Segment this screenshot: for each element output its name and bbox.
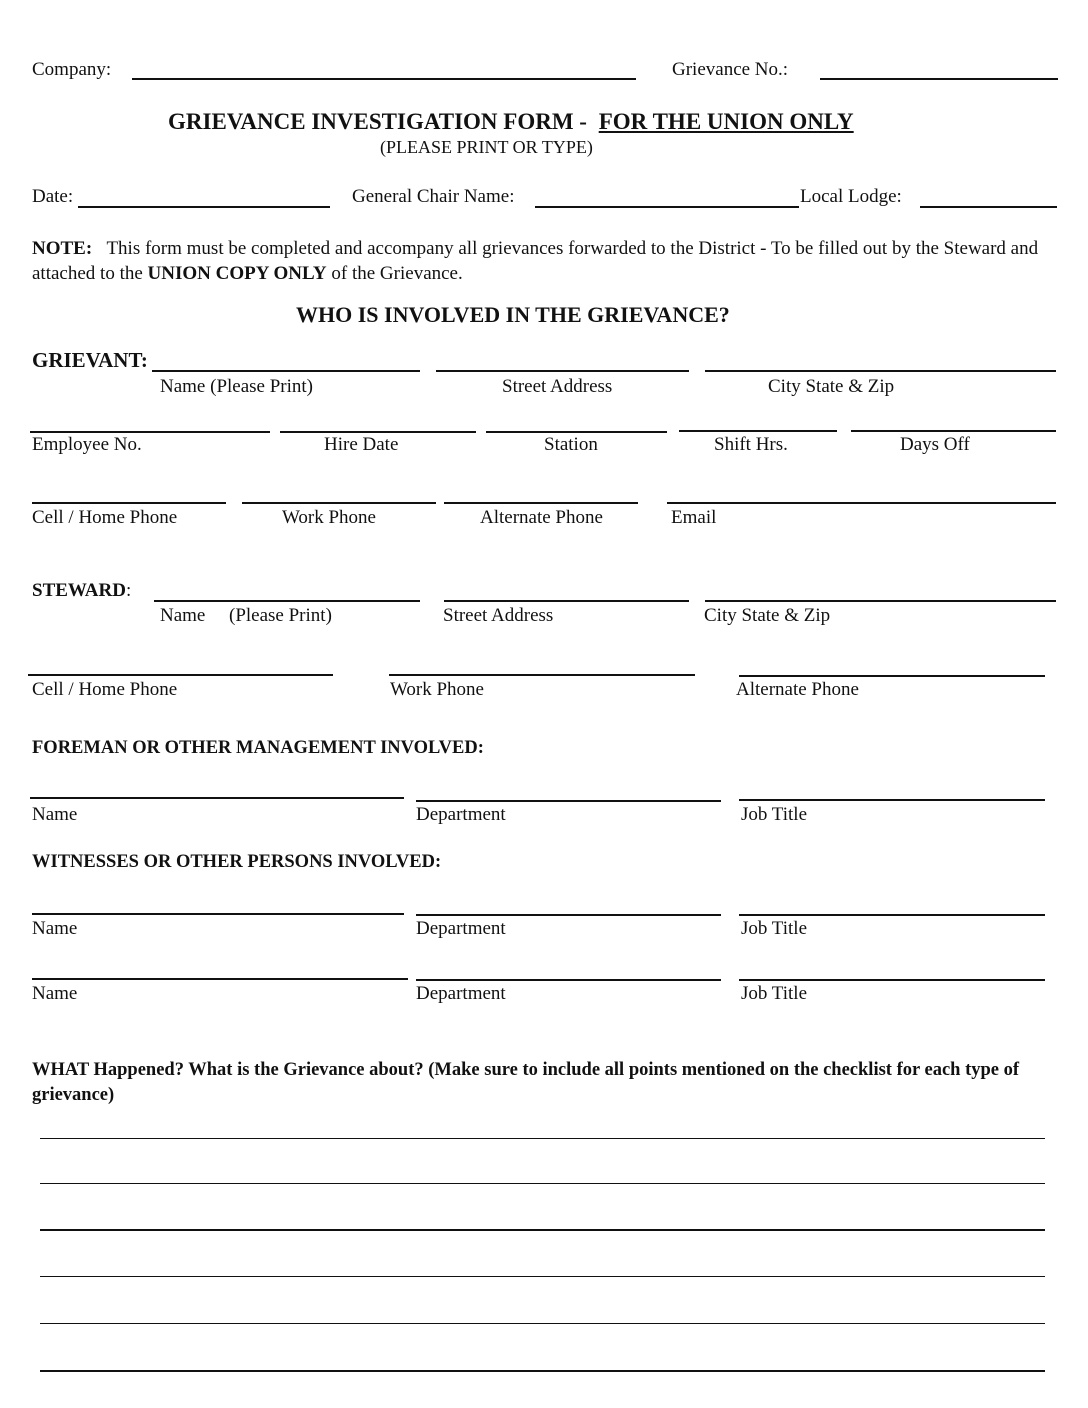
who-heading: WHO IS INVOLVED IN THE GRIEVANCE? xyxy=(296,302,730,327)
days-off-caption: Days Off xyxy=(900,434,970,455)
witness2-department-caption: Department xyxy=(416,983,506,1004)
steward-city-caption: City State & Zip xyxy=(704,605,831,626)
steward-city-field[interactable] xyxy=(705,600,1056,602)
hire-date-caption: Hire Date xyxy=(324,434,399,455)
witness2-name-caption: Name xyxy=(32,983,78,1004)
steward-name-field[interactable] xyxy=(154,600,420,602)
description-line[interactable] xyxy=(40,1323,1045,1324)
steward-name-caption: Name xyxy=(160,605,206,626)
station-field[interactable] xyxy=(486,431,667,433)
note-text: This form must be completed and accompany all grievances forwarded to the District - To be filled out by the Steward and attached to the xyxy=(32,238,1039,284)
note-emphasis: UNION COPY ONLY xyxy=(147,263,327,284)
steward-street-field[interactable] xyxy=(444,600,689,602)
management-name-caption: Name xyxy=(32,804,78,825)
witness2-job-title-field[interactable] xyxy=(739,979,1045,981)
shift-hrs-field[interactable] xyxy=(679,430,837,432)
grievant-city-caption: City State & Zip xyxy=(768,376,895,397)
steward-alt-phone-caption: Alternate Phone xyxy=(736,679,859,700)
form-title-union-only: FOR THE UNION ONLY xyxy=(598,109,854,134)
witness2-department-field[interactable] xyxy=(416,979,721,981)
general-chair-label: General Chair Name: xyxy=(352,186,515,207)
hire-date-field[interactable] xyxy=(280,431,476,433)
steward-street-caption: Street Address xyxy=(443,605,554,626)
what-happened-prompt: WHAT Happened? What is the Grievance about? (Make sure to include all points mentioned on the checklist for each type of grievance) xyxy=(32,1060,1020,1105)
witnesses-heading: WITNESSES OR OTHER PERSONS INVOLVED: xyxy=(32,852,442,872)
local-lodge-label: Local Lodge: xyxy=(800,186,902,207)
management-department-caption: Department xyxy=(416,804,506,825)
steward-label: STEWARD: xyxy=(32,580,132,601)
steward-print-caption: (Please Print) xyxy=(229,605,332,626)
form-title-main: GRIEVANCE INVESTIGATION FORM - xyxy=(168,109,587,134)
witness1-name-caption: Name xyxy=(32,918,78,939)
witness1-department-field[interactable] xyxy=(416,914,721,916)
grievant-alt-phone-field[interactable] xyxy=(444,502,638,504)
grievant-email-caption: Email xyxy=(671,507,717,528)
steward-work-phone-field[interactable] xyxy=(389,674,695,676)
grievance-no-field[interactable] xyxy=(820,78,1058,80)
note-paragraph xyxy=(32,236,1056,286)
management-job-title-caption: Job Title xyxy=(741,804,808,825)
steward-alt-phone-field[interactable] xyxy=(739,675,1045,677)
general-chair-field[interactable] xyxy=(535,206,799,208)
employee-no-caption: Employee No. xyxy=(32,434,142,455)
management-name-field[interactable] xyxy=(30,797,404,799)
witness2-name-field[interactable] xyxy=(32,978,408,980)
witness1-job-title-caption: Job Title xyxy=(741,918,808,939)
grievance-no-label: Grievance No.: xyxy=(672,59,789,80)
witness2-job-title-caption: Job Title xyxy=(741,983,808,1004)
note-text-end: of the Grievance. xyxy=(331,263,463,284)
description-line[interactable] xyxy=(40,1229,1045,1231)
witness1-job-title-field[interactable] xyxy=(739,914,1045,916)
steward-cell-caption: Cell / Home Phone xyxy=(32,679,178,700)
date-field[interactable] xyxy=(78,206,330,208)
description-line[interactable] xyxy=(40,1138,1045,1139)
grievant-work-phone-field[interactable] xyxy=(242,502,436,504)
description-line[interactable] xyxy=(40,1370,1045,1372)
form-title xyxy=(168,110,854,133)
station-caption: Station xyxy=(544,434,598,455)
description-line[interactable] xyxy=(40,1276,1045,1277)
grievant-street-field[interactable] xyxy=(436,370,689,372)
management-department-field[interactable] xyxy=(416,800,721,802)
witness1-department-caption: Department xyxy=(416,918,506,939)
company-label: Company: xyxy=(32,59,112,80)
employee-no-field[interactable] xyxy=(30,431,270,433)
grievant-email-field[interactable] xyxy=(667,502,1056,504)
grievant-label: GRIEVANT: xyxy=(32,348,148,372)
grievant-name-field[interactable] xyxy=(152,370,420,372)
grievant-name-caption: Name (Please Print) xyxy=(160,376,314,397)
grievant-cell-field[interactable] xyxy=(32,502,226,504)
steward-cell-field[interactable] xyxy=(28,674,333,676)
note-label: NOTE: xyxy=(32,238,93,259)
grievant-street-caption: Street Address xyxy=(502,376,613,397)
management-heading: FOREMAN OR OTHER MANAGEMENT INVOLVED: xyxy=(32,738,484,758)
grievant-cell-caption: Cell / Home Phone xyxy=(32,507,178,528)
local-lodge-field[interactable] xyxy=(920,206,1057,208)
shift-hrs-caption: Shift Hrs. xyxy=(714,434,788,455)
days-off-field[interactable] xyxy=(851,430,1056,432)
grievant-city-field[interactable] xyxy=(705,370,1056,372)
steward-work-phone-caption: Work Phone xyxy=(390,679,484,700)
witness1-name-field[interactable] xyxy=(32,913,404,915)
grievant-work-phone-caption: Work Phone xyxy=(282,507,376,528)
date-label: Date: xyxy=(32,186,74,207)
management-job-title-field[interactable] xyxy=(739,799,1045,801)
form-subtitle: (PLEASE PRINT OR TYPE) xyxy=(380,137,593,157)
description-line[interactable] xyxy=(40,1183,1045,1184)
grievant-alt-phone-caption: Alternate Phone xyxy=(480,507,603,528)
company-field[interactable] xyxy=(132,78,636,80)
